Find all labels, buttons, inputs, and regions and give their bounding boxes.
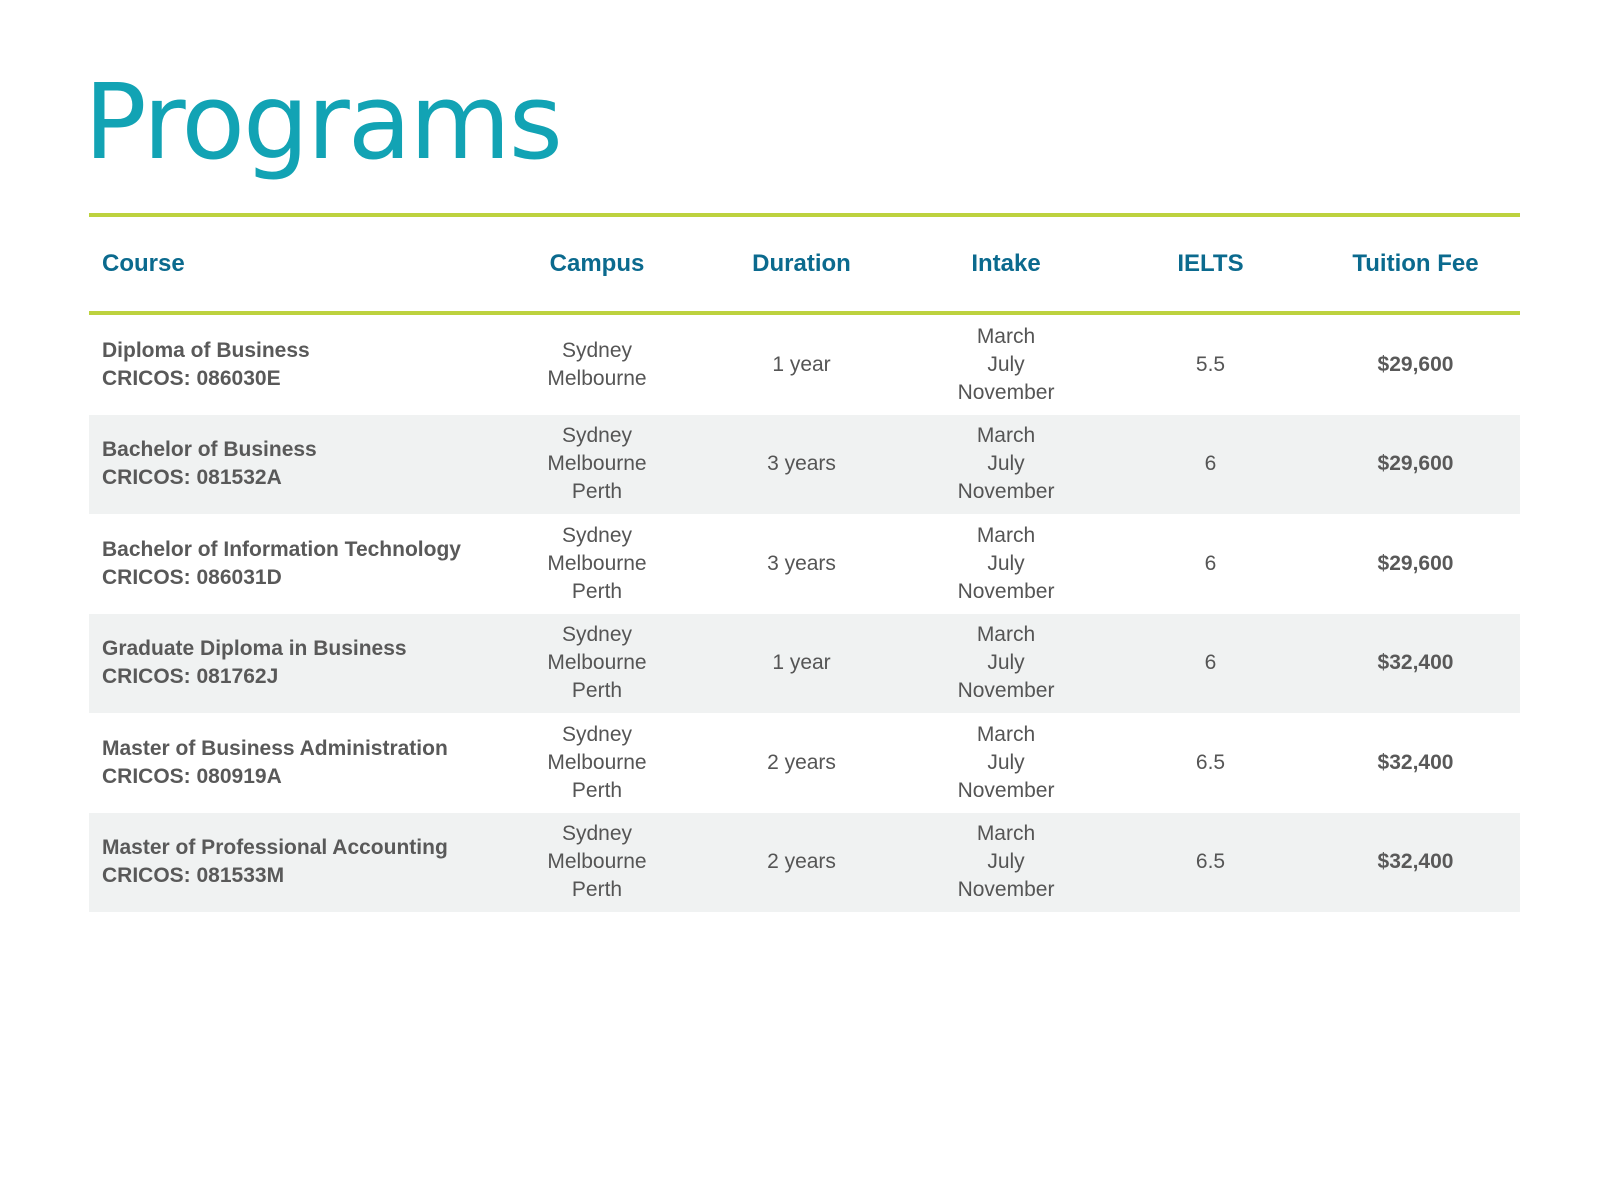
campus-line: Melbourne: [547, 750, 647, 774]
tuition-fee-value: $29,600: [1377, 452, 1454, 476]
course-name: Bachelor of Information Technology: [102, 537, 461, 561]
intake-cell: [904, 820, 1108, 904]
cricos-code: CRICOS: 081532A: [102, 466, 282, 490]
campus-cell: [495, 820, 699, 904]
campus-line: Melbourne: [547, 651, 647, 675]
intake-line: July: [987, 750, 1025, 774]
tuition-fee-cell: [1313, 450, 1518, 478]
intake-line: November: [957, 579, 1055, 603]
tuition-fee-value: $32,400: [1377, 651, 1454, 675]
intake-cell: [904, 522, 1108, 606]
intake-line: July: [987, 651, 1025, 675]
course-name: Diploma of Business: [102, 338, 310, 362]
tuition-fee-value: $29,600: [1377, 551, 1454, 575]
table-row: [89, 514, 1520, 614]
cricos-code: CRICOS: 080919A: [102, 764, 282, 788]
tuition-fee-cell: [1313, 550, 1518, 578]
duration-cell: 3 years: [767, 551, 836, 575]
intake-line: November: [957, 480, 1055, 504]
intake-line: November: [957, 679, 1055, 703]
header-campus: Campus: [549, 250, 645, 277]
duration-cell: 3 years: [767, 452, 836, 476]
intake-line: November: [957, 878, 1055, 902]
course-name: Bachelor of Business: [102, 438, 317, 462]
intake-line: July: [987, 850, 1025, 874]
campus-line: Perth: [571, 778, 623, 802]
campus-cell: [495, 522, 699, 606]
campus-line: Sydney: [561, 722, 633, 746]
intake-cell: [904, 721, 1108, 805]
ielts-cell: 6: [1204, 551, 1217, 575]
campus-cell: [495, 337, 699, 393]
cricos-code: CRICOS: 086030E: [102, 366, 281, 390]
table-row: [89, 813, 1520, 913]
table-row: [89, 614, 1520, 714]
campus-cell: [495, 422, 699, 506]
campus-line: Melbourne: [547, 551, 647, 575]
tuition-fee-cell: [1313, 749, 1518, 777]
page-title: Programs: [84, 61, 561, 183]
course-cell: [89, 834, 495, 890]
header-intake: Intake: [971, 250, 1041, 277]
table-row: [89, 415, 1520, 515]
table-header-row: [89, 217, 1520, 311]
intake-line: March: [976, 424, 1036, 448]
campus-line: Perth: [571, 579, 623, 603]
course-name: Master of Professional Accounting: [102, 836, 448, 860]
course-name: Graduate Diploma in Business: [102, 637, 407, 661]
campus-cell: [495, 621, 699, 705]
tuition-fee-cell: [1313, 848, 1518, 876]
intake-cell: [904, 323, 1108, 407]
campus-line: Perth: [571, 480, 623, 504]
campus-cell: [495, 721, 699, 805]
campus-line: Perth: [571, 679, 623, 703]
course-cell: [89, 436, 495, 492]
intake-cell: [904, 621, 1108, 705]
campus-line: Melbourne: [547, 366, 647, 390]
course-cell: [89, 337, 495, 393]
intake-line: March: [976, 324, 1036, 348]
table-body: [89, 315, 1520, 912]
campus-line: Sydney: [561, 623, 633, 647]
intake-line: March: [976, 822, 1036, 846]
ielts-cell: 6: [1204, 452, 1217, 476]
header-duration: Duration: [752, 250, 851, 277]
duration-cell: 2 years: [767, 850, 836, 874]
duration-cell: 1 year: [772, 651, 831, 675]
ielts-cell: 5.5: [1195, 352, 1226, 376]
cricos-code: CRICOS: 081533M: [102, 864, 285, 888]
programs-table: [89, 213, 1520, 912]
course-name: Master of Business Administration: [102, 736, 448, 760]
campus-line: Sydney: [561, 822, 633, 846]
ielts-cell: 6.5: [1195, 850, 1226, 874]
cricos-code: CRICOS: 086031D: [102, 565, 282, 589]
tuition-fee-cell: [1313, 351, 1518, 379]
table-row: [89, 713, 1520, 813]
intake-line: November: [957, 380, 1055, 404]
duration-cell: 2 years: [767, 750, 836, 774]
tuition-fee-value: $29,600: [1377, 352, 1454, 376]
duration-cell: 1 year: [772, 352, 831, 376]
intake-line: March: [976, 623, 1036, 647]
course-cell: [89, 735, 495, 791]
intake-line: July: [987, 352, 1025, 376]
tuition-fee-cell: [1313, 649, 1518, 677]
campus-line: Sydney: [561, 424, 633, 448]
header-tuition-fee: Tuition Fee: [1352, 250, 1479, 277]
header-ielts: IELTS: [1177, 250, 1244, 277]
course-cell: [89, 635, 495, 691]
tuition-fee-value: $32,400: [1377, 850, 1454, 874]
intake-cell: [904, 422, 1108, 506]
campus-line: Melbourne: [547, 452, 647, 476]
ielts-cell: 6.5: [1195, 750, 1226, 774]
course-cell: [89, 536, 495, 592]
campus-line: Sydney: [561, 338, 633, 362]
header-course: Course: [102, 250, 185, 277]
campus-line: Perth: [571, 878, 623, 902]
intake-line: November: [957, 778, 1055, 802]
intake-line: March: [976, 523, 1036, 547]
campus-line: Melbourne: [547, 850, 647, 874]
campus-line: Sydney: [561, 523, 633, 547]
intake-line: July: [987, 551, 1025, 575]
intake-line: March: [976, 722, 1036, 746]
tuition-fee-value: $32,400: [1377, 750, 1454, 774]
intake-line: July: [987, 452, 1025, 476]
table-row: [89, 315, 1520, 415]
cricos-code: CRICOS: 081762J: [102, 665, 279, 689]
ielts-cell: 6: [1204, 651, 1217, 675]
